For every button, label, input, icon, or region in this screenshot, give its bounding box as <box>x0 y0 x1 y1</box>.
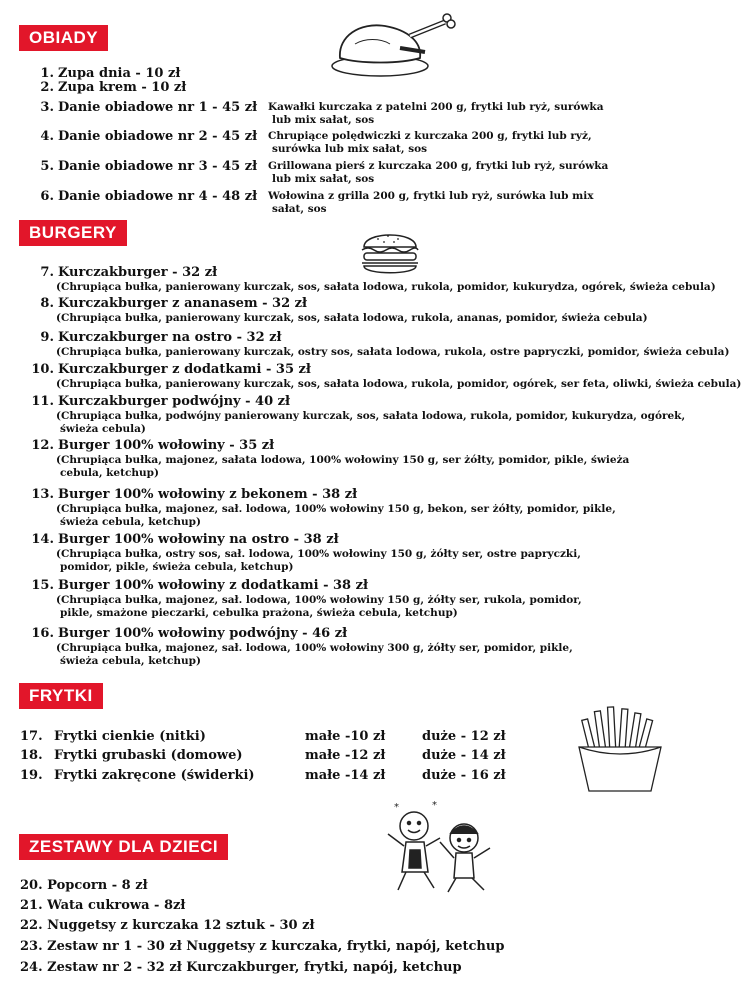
burger-item <box>20 487 357 502</box>
item-number: 1. <box>40 66 54 81</box>
item-title: Kurczakburger z dodatkami - 35 zł <box>58 362 311 377</box>
fries-item <box>20 748 540 764</box>
item-title: Danie obiadowe nr 2 - 45 zł <box>58 129 258 144</box>
dzieci-header: ZESTAWY DLA DZIECI <box>19 834 228 860</box>
item-number: 4. <box>40 129 54 144</box>
burger-item <box>20 362 311 377</box>
item-description: (Chrupiąca bułka, podwójny panierowany kurczak, sos, sałata lodowa, rukola, pomidor, kukurydza, ogórek, <box>56 410 686 422</box>
item-title: Kurczakburger z ananasem - 32 zł <box>58 296 308 311</box>
fries-name: Frytki zakręcone (świderki) <box>54 768 255 783</box>
item-description: (Chrupiąca bułka, ostry sos, sał. lodowa, 100% wołowiny 150 g, żółty ser, ostre papryczki, <box>56 548 581 560</box>
item-description: surówka lub mix sałat, sos <box>272 143 428 155</box>
burger-item <box>20 296 307 311</box>
fries-large-price: duże - 16 zł <box>422 768 506 783</box>
fries-small-price: małe -12 zł <box>305 748 386 763</box>
item-description: pomidor, pikle, świeża cebula, ketchup) <box>60 561 294 573</box>
item-title: Danie obiadowe nr 1 - 45 zł <box>58 100 258 115</box>
item-number: 14. <box>31 532 54 547</box>
item-number: 24. <box>20 960 43 975</box>
obiady-item <box>20 80 186 95</box>
item-title: Zestaw nr 1 - 30 zł Nuggetsy z kurczaka, frytki, napój, ketchup <box>47 939 505 954</box>
item-number: 17. <box>20 729 43 744</box>
item-description: (Chrupiąca bułka, majonez, sał. lodowa, 100% wołowiny 300 g, żółty ser, pomidor, pikle, <box>56 642 573 654</box>
item-description: świeża cebula, ketchup) <box>60 655 201 667</box>
item-description: (Chrupiąca bułka, majonez, sałata lodowa, 100% wołowiny 150 g, ser żółty, pomidor, pikle, świeża <box>56 454 630 466</box>
fries-small-price: małe -10 zł <box>305 729 386 744</box>
burger-item <box>20 438 274 453</box>
item-title: Burger 100% wołowiny z bekonem - 38 zł <box>58 487 358 502</box>
burger-item <box>20 532 339 547</box>
item-description: Kawałki kurczaka z patelni 200 g, frytki lub ryż, surówka <box>268 101 604 113</box>
frytki-header: FRYTKI <box>19 683 103 709</box>
item-number: 23. <box>20 939 43 954</box>
item-description: Chrupiące polędwiczki z kurczaka 200 g, frytki lub ryż, <box>268 130 592 142</box>
burger-icon <box>358 225 422 279</box>
item-number: 3. <box>40 100 54 115</box>
svg-text:*: * <box>394 802 399 813</box>
item-description: (Chrupiąca bułka, panierowany kurczak, sos, sałata lodowa, rukola, ananas, pomidor, świeża cebula) <box>56 312 648 324</box>
obiady-item <box>20 100 257 115</box>
item-number: 8. <box>40 296 54 311</box>
item-description: (Chrupiąca bułka, majonez, sał. lodowa, 100% wołowiny 150 g, bekon, ser żółty, pomidor, pikle, <box>56 503 616 515</box>
item-number: 16. <box>31 626 54 641</box>
item-description: lub mix sałat, sos <box>272 173 375 185</box>
item-number: 5. <box>40 159 54 174</box>
kids-item <box>20 918 314 933</box>
fries-name: Frytki grubaski (domowe) <box>54 748 243 763</box>
obiady-item <box>20 66 180 81</box>
burger-item <box>20 626 347 641</box>
item-title: Burger 100% wołowiny na ostro - 38 zł <box>58 532 339 547</box>
item-number: 18. <box>20 748 43 763</box>
item-number: 15. <box>31 578 54 593</box>
burgery-header: BURGERY <box>19 220 127 246</box>
obiady-item <box>20 189 257 204</box>
roast-chicken-icon <box>330 8 460 80</box>
kids-item <box>20 878 148 893</box>
item-title: Kurczakburger na ostro - 32 zł <box>58 330 282 345</box>
obiady-item <box>20 129 257 144</box>
kids-icon <box>380 798 500 896</box>
fries-large-price: duże - 14 zł <box>422 748 506 763</box>
kids-item <box>20 898 185 913</box>
item-title: Kurczakburger - 32 zł <box>58 265 218 280</box>
item-title: Wata cukrowa - 8zł <box>47 898 186 913</box>
fries-small-price: małe -14 zł <box>305 768 386 783</box>
item-number: 7. <box>40 265 54 280</box>
obiady-header: OBIADY <box>19 25 108 51</box>
svg-text:*: * <box>432 800 437 811</box>
item-number: 22. <box>20 918 43 933</box>
item-description: pikle, smażone pieczarki, cebulka prażona, świeża cebula, ketchup) <box>60 607 458 619</box>
item-number: 10. <box>31 362 54 377</box>
item-description: świeża cebula) <box>60 423 146 435</box>
burger-item <box>20 265 217 280</box>
item-title: Danie obiadowe nr 4 - 48 zł <box>58 189 258 204</box>
item-description: Wołowina z grilla 200 g, frytki lub ryż, surówka lub mix <box>268 190 594 202</box>
item-number: 20. <box>20 878 43 893</box>
item-description: świeża cebula, ketchup) <box>60 516 201 528</box>
item-title: Burger 100% wołowiny z dodatkami - 38 zł <box>58 578 368 593</box>
item-title: Zupa krem - 10 zł <box>58 80 187 95</box>
item-description: (Chrupiąca bułka, majonez, sał. lodowa, 100% wołowiny 150 g, żółty ser, rukola, pomidor, <box>56 594 582 606</box>
item-number: 12. <box>31 438 54 453</box>
item-title: Zupa dnia - 10 zł <box>58 66 181 81</box>
kids-item <box>20 939 504 954</box>
item-title: Burger 100% wołowiny - 35 zł <box>58 438 275 453</box>
item-description: lub mix sałat, sos <box>272 114 375 126</box>
item-description: Grillowana pierś z kurczaka 200 g, frytki lub ryż, surówka <box>268 160 609 172</box>
obiady-item <box>20 159 257 174</box>
item-title: Zestaw nr 2 - 32 zł Kurczakburger, frytki, napój, ketchup <box>47 960 462 975</box>
fries-name: Frytki cienkie (nitki) <box>54 729 206 744</box>
item-number: 9. <box>40 330 54 345</box>
burger-item <box>20 330 282 345</box>
kids-item <box>20 960 462 975</box>
fries-item <box>20 729 540 745</box>
item-number: 21. <box>20 898 43 913</box>
item-description: (Chrupiąca bułka, panierowany kurczak, ostry sos, sałata lodowa, rukola, ostre papryczki, pomidor, świeża cebula) <box>56 346 730 358</box>
burger-item <box>20 578 368 593</box>
item-number: 19. <box>20 768 43 783</box>
item-title: Popcorn - 8 zł <box>47 878 148 893</box>
item-number: 13. <box>31 487 54 502</box>
item-number: 2. <box>40 80 54 95</box>
item-title: Burger 100% wołowiny podwójny - 46 zł <box>58 626 348 641</box>
item-title: Danie obiadowe nr 3 - 45 zł <box>58 159 258 174</box>
item-description: (Chrupiąca bułka, panierowany kurczak, sos, sałata lodowa, rukola, pomidor, ogórek, ser feta, oliwki, świeża cebula) <box>56 378 742 390</box>
item-number: 6. <box>40 189 54 204</box>
item-description: sałat, sos <box>272 203 327 215</box>
burger-item <box>20 394 290 409</box>
item-description: (Chrupiąca bułka, panierowany kurczak, sos, sałata lodowa, rukola, pomidor, kukurydza, ogórek, świeża cebula) <box>56 281 716 293</box>
item-title: Kurczakburger podwójny - 40 zł <box>58 394 291 409</box>
item-title: Nuggetsy z kurczaka 12 sztuk - 30 zł <box>47 918 315 933</box>
fries-item <box>20 768 540 784</box>
item-number: 11. <box>31 394 54 409</box>
item-description: cebula, ketchup) <box>60 467 159 479</box>
fries-icon <box>565 705 675 795</box>
fries-large-price: duże - 12 zł <box>422 729 506 744</box>
